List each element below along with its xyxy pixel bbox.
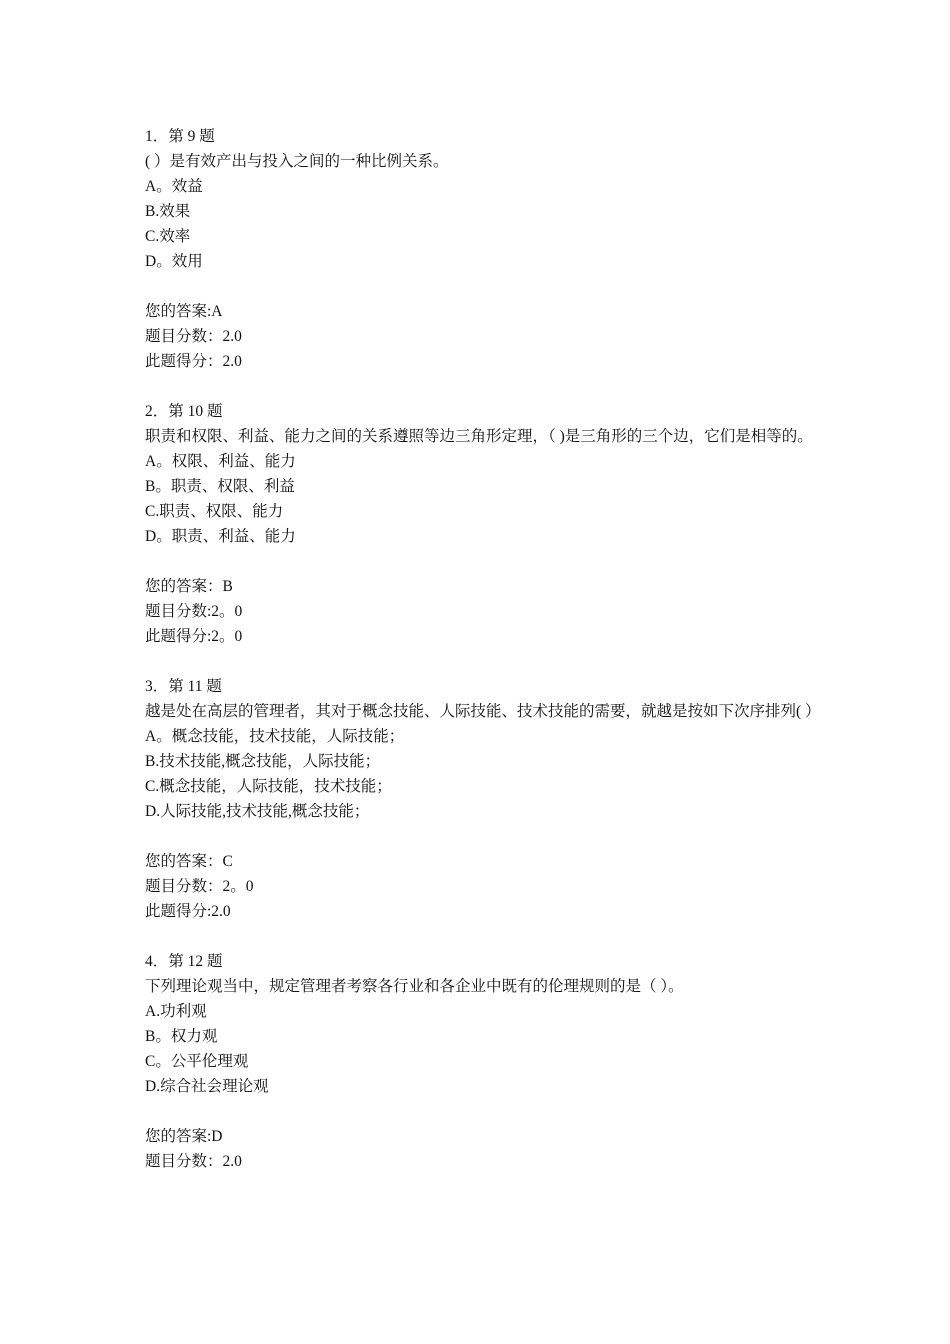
- question-1: [145, 124, 815, 374]
- question-header: 4．第 12 题: [145, 953, 223, 970]
- option-a: A。概念技能，技术技能，人际技能；: [145, 728, 405, 745]
- option-a: A.功利观: [145, 1003, 207, 1020]
- question-2: [145, 399, 815, 649]
- your-answer: 您的答案:A: [145, 303, 223, 320]
- option-b: B.效果: [145, 203, 191, 220]
- question-stem: ( ）是有效产出与投入之间的一种比例关系。: [145, 153, 449, 170]
- option-d: D.综合社会理论观: [145, 1078, 269, 1095]
- answer-block: [145, 1124, 815, 1174]
- option-b: B。权力观: [145, 1028, 218, 1045]
- question-header: 3．第 11 题: [145, 678, 222, 695]
- answer-block: [145, 299, 815, 374]
- option-c: C.职责、权限、能力: [145, 503, 284, 520]
- option-b: B。职责、权限、利益: [145, 478, 295, 495]
- question-stem: 下列理论观当中，规定管理者考察各行业和各企业中既有的伦理规则的是（ ）。: [145, 978, 684, 995]
- your-answer: 您的答案：C: [145, 853, 233, 870]
- question-4: [145, 949, 815, 1174]
- question-stem: 越是处在高层的管理者，其对于概念技能、人际技能、技术技能的需要，就越是按如下次序排列( ）: [145, 703, 821, 720]
- document-page: [145, 124, 821, 1199]
- question-header: 2．第 10 题: [145, 403, 223, 420]
- answer-block: [145, 574, 815, 649]
- earned-score: 此题得分:2.0: [145, 903, 231, 920]
- question-score: 题目分数：2.0: [145, 328, 242, 345]
- option-c: C.效率: [145, 228, 191, 245]
- question-score: 题目分数：2.0: [145, 1153, 242, 1170]
- earned-score: 此题得分:2。0: [145, 628, 243, 645]
- earned-score: 此题得分：2.0: [145, 353, 242, 370]
- question-stem: 职责和权限、利益、能力之间的关系遵照等边三角形定理，（ )是三角形的三个边，它们是相等的。: [145, 428, 813, 445]
- question-score: 题目分数：2。0: [145, 878, 254, 895]
- your-answer: 您的答案：B: [145, 578, 233, 595]
- question-score: 题目分数:2。0: [145, 603, 243, 620]
- question-3: [145, 674, 821, 924]
- option-a: A。权限、利益、能力: [145, 453, 296, 470]
- option-b: B.技术技能,概念技能，人际技能；: [145, 753, 381, 770]
- option-c: C.概念技能，人际技能，技术技能；: [145, 778, 392, 795]
- answer-block: [145, 849, 815, 924]
- option-d: D。效用: [145, 253, 203, 270]
- option-c: C。公平伦理观: [145, 1053, 249, 1070]
- option-a: A。效益: [145, 178, 203, 195]
- question-header: 1．第 9 题: [145, 128, 215, 145]
- your-answer: 您的答案:D: [145, 1128, 223, 1145]
- option-d: D.人际技能,技术技能,概念技能；: [145, 803, 370, 820]
- option-d: D。职责、利益、能力: [145, 528, 296, 545]
